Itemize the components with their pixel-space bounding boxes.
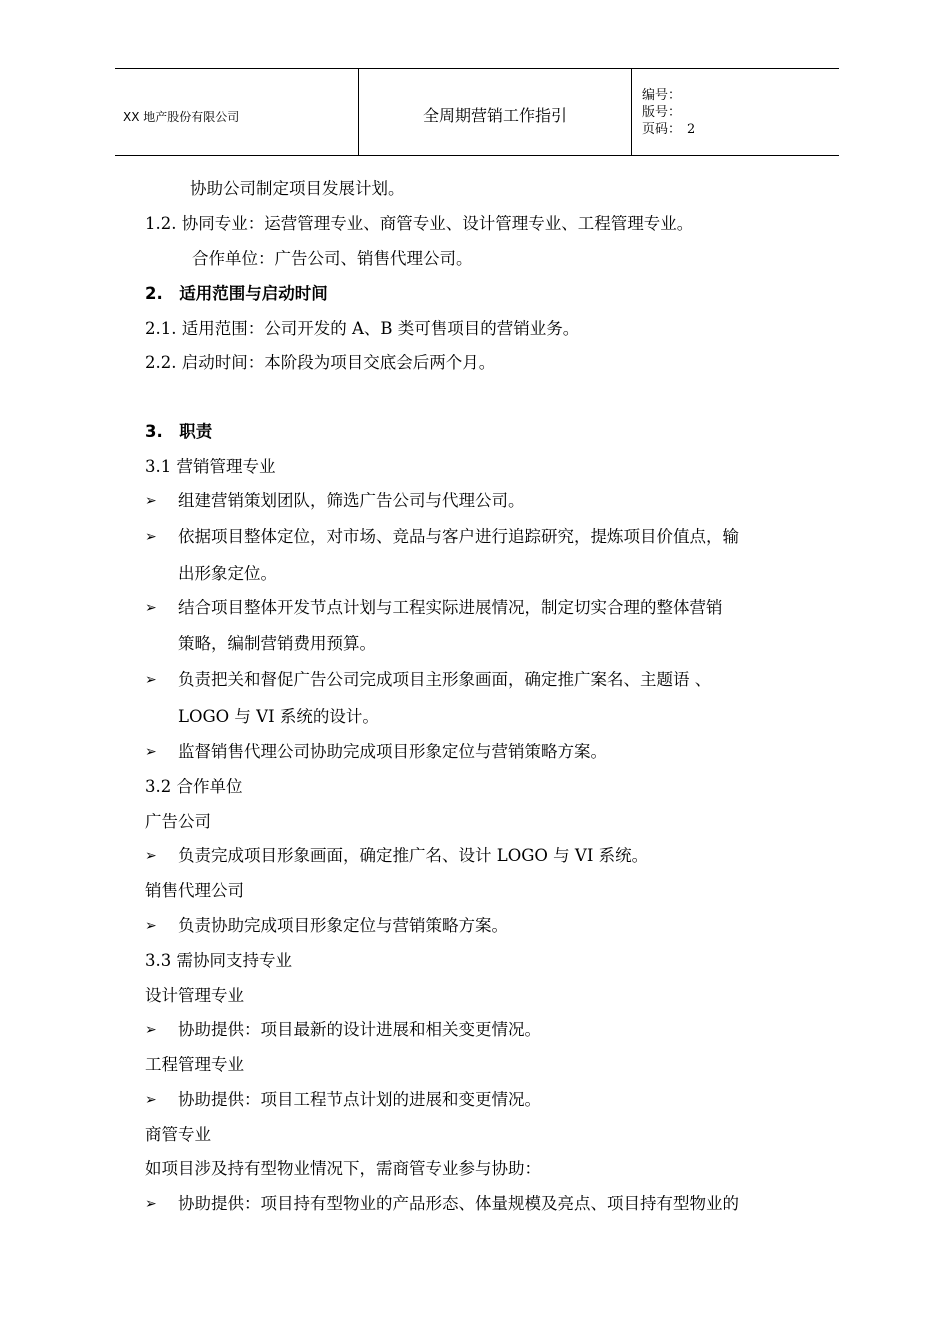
number-field: 编号： [642, 88, 682, 103]
section-3-2: 3.2 合作单位 [145, 777, 243, 796]
bullet-icon: ➢ [145, 848, 157, 864]
list-item: 依据项目整体定位，对市场、竞品与客户进行追踪研究，提炼项目价值点，输 [178, 527, 739, 546]
bullet-icon: ➢ [145, 1022, 157, 1038]
header-company-cell [115, 69, 359, 155]
section-3-1: 3.1 营销管理专业 [145, 457, 276, 476]
list-item-continued: LOGO 与 VI 系统的设计。 [178, 707, 379, 726]
section-heading-2: 2. 适用范围与启动时间 [145, 284, 328, 303]
body-line: 如项目涉及持有型物业情况下，需商管专业参与协助： [145, 1159, 541, 1178]
subheading: 设计管理专业 [145, 986, 244, 1005]
company-name: XX 地产股份有限公司 [123, 110, 240, 124]
page-header [115, 68, 839, 156]
list-item: 结合项目整体开发节点计划与工程实际进展情况，制定切实合理的整体营销 [178, 598, 723, 617]
list-item: 协助提供：项目最新的设计进展和相关变更情况。 [178, 1020, 541, 1039]
subheading: 销售代理公司 [145, 881, 244, 900]
list-item: 负责完成项目形象画面，确定推广名、设计 LOGO 与 VI 系统。 [178, 846, 649, 865]
list-item: 协助提供：项目持有型物业的产品形态、体量规模及亮点、项目持有型物业的 [178, 1194, 739, 1213]
bullet-icon: ➢ [145, 744, 157, 760]
list-item: 监督销售代理公司协助完成项目形象定位与营销策略方案。 [178, 742, 607, 761]
header-meta-cell [632, 69, 839, 155]
document-title: 全周期营销工作指引 [422, 106, 567, 125]
list-item: 组建营销策划团队，筛选广告公司与代理公司。 [178, 491, 525, 510]
body-line: 协助公司制定项目发展计划。 [190, 179, 405, 198]
subheading: 商管专业 [145, 1125, 211, 1144]
bullet-icon: ➢ [145, 1196, 157, 1212]
bullet-icon: ➢ [145, 672, 157, 688]
section-1-2: 1.2. 协同专业：运营管理专业、商管专业、设计管理专业、工程管理专业。 [145, 214, 694, 233]
bullet-icon: ➢ [145, 493, 157, 509]
bullet-icon: ➢ [145, 1092, 157, 1108]
section-3-3: 3.3 需协同支持专业 [145, 951, 292, 970]
bullet-icon: ➢ [145, 529, 157, 545]
list-item-continued: 策略，编制营销费用预算。 [178, 634, 376, 653]
bullet-icon: ➢ [145, 600, 157, 616]
bullet-icon: ➢ [145, 918, 157, 934]
section-heading-3: 3. 职责 [145, 422, 213, 441]
page-number-value: 2 [687, 122, 696, 137]
version-field: 版号： [642, 105, 682, 120]
list-item: 负责协助完成项目形象定位与营销策略方案。 [178, 916, 508, 935]
list-item: 协助提供：项目工程节点计划的进展和变更情况。 [178, 1090, 541, 1109]
section-2-2: 2.2. 启动时间：本阶段为项目交底会后两个月。 [145, 353, 496, 372]
header-title-cell [359, 69, 632, 155]
list-item-continued: 出形象定位。 [178, 564, 277, 583]
section-2-1: 2.1. 适用范围：公司开发的 A、B 类可售项目的营销业务。 [145, 319, 580, 338]
body-line: 合作单位：广告公司、销售代理公司。 [192, 249, 473, 268]
page-number-field: 页码： 2 [642, 122, 696, 137]
subheading: 广告公司 [145, 812, 211, 831]
subheading: 工程管理专业 [145, 1055, 244, 1074]
list-item: 负责把关和督促广告公司完成项目主形象画面，确定推广案名、主题语 、 [178, 670, 712, 689]
